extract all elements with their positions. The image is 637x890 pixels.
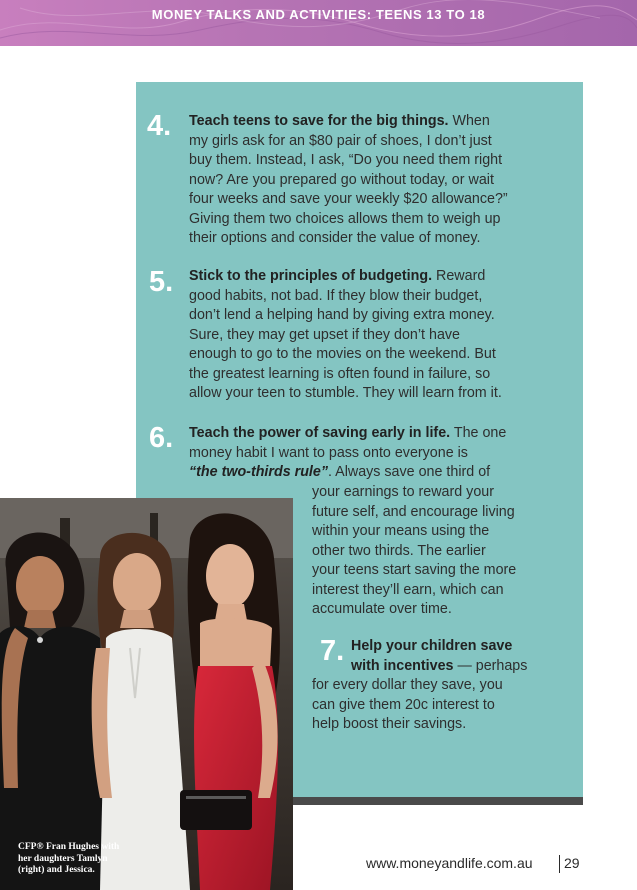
tip-text-continued: your earnings to reward your future self, and encourage living within your means using the other two thirds. The earlier your teens start saving the more interest they’ll earn, which can accumulate over time.	[312, 484, 517, 617]
photo-illustration	[0, 498, 293, 890]
tip-text: Help your children save with incentives — perhaps	[351, 638, 528, 674]
tip-number: 4.	[147, 110, 172, 142]
section-title: MONEY TALKS AND ACTIVITIES: TEENS 13 TO 18	[151, 7, 486, 22]
tip-heading: Teach the power of saving early in life.	[189, 425, 451, 441]
website-url: www.moneyandlife.com.au	[366, 855, 533, 871]
tip-heading: Help your children save	[351, 638, 513, 654]
tip-text: Teach the power of saving early in life. The one money habit I want to pass onto everyone is “the two-thirds rule”. Always save one third of	[189, 425, 507, 480]
two-thirds-rule: “the two-thirds rule”	[189, 464, 328, 480]
tip-heading: Teach teens to save for the big things.	[189, 113, 449, 129]
tip-number: 7.	[320, 635, 345, 667]
tip-number: 6.	[149, 422, 174, 454]
family-photo	[0, 498, 293, 890]
tip-heading: Stick to the principles of budgeting.	[189, 268, 433, 284]
page-number: 29	[564, 855, 580, 871]
tip-text-continued: for every dollar they save, you can give them 20c interest to help boost their savings.	[312, 677, 503, 732]
photo-caption: CFP® Fran Hughes with her daughters Tamlyn (right) and Jessica.	[18, 842, 120, 875]
footer-divider	[559, 855, 560, 873]
tip-text: Teach teens to save for the big things. When my girls ask for an $80 pair of shoes, I don’t just buy them. Instead, I ask, “Do you need them right now? Are you prepared go without today, or wait four weeks and save your weekly $20 allowance?” Giving them two choices allows them to weigh up their options and consider the value of money.	[189, 113, 508, 246]
header-banner	[0, 0, 637, 46]
tip-text: Stick to the principles of budgeting. Reward good habits, not bad. If they blow their budget, don’t lend a helping hand by giving extra money. Sure, they may get upset if they don’t have enough to go to the movies on the weekend. But the greatest learning is often found in failure, so allow your teen to stumble. They will learn from it.	[189, 268, 502, 401]
tip-number: 5.	[149, 266, 174, 298]
